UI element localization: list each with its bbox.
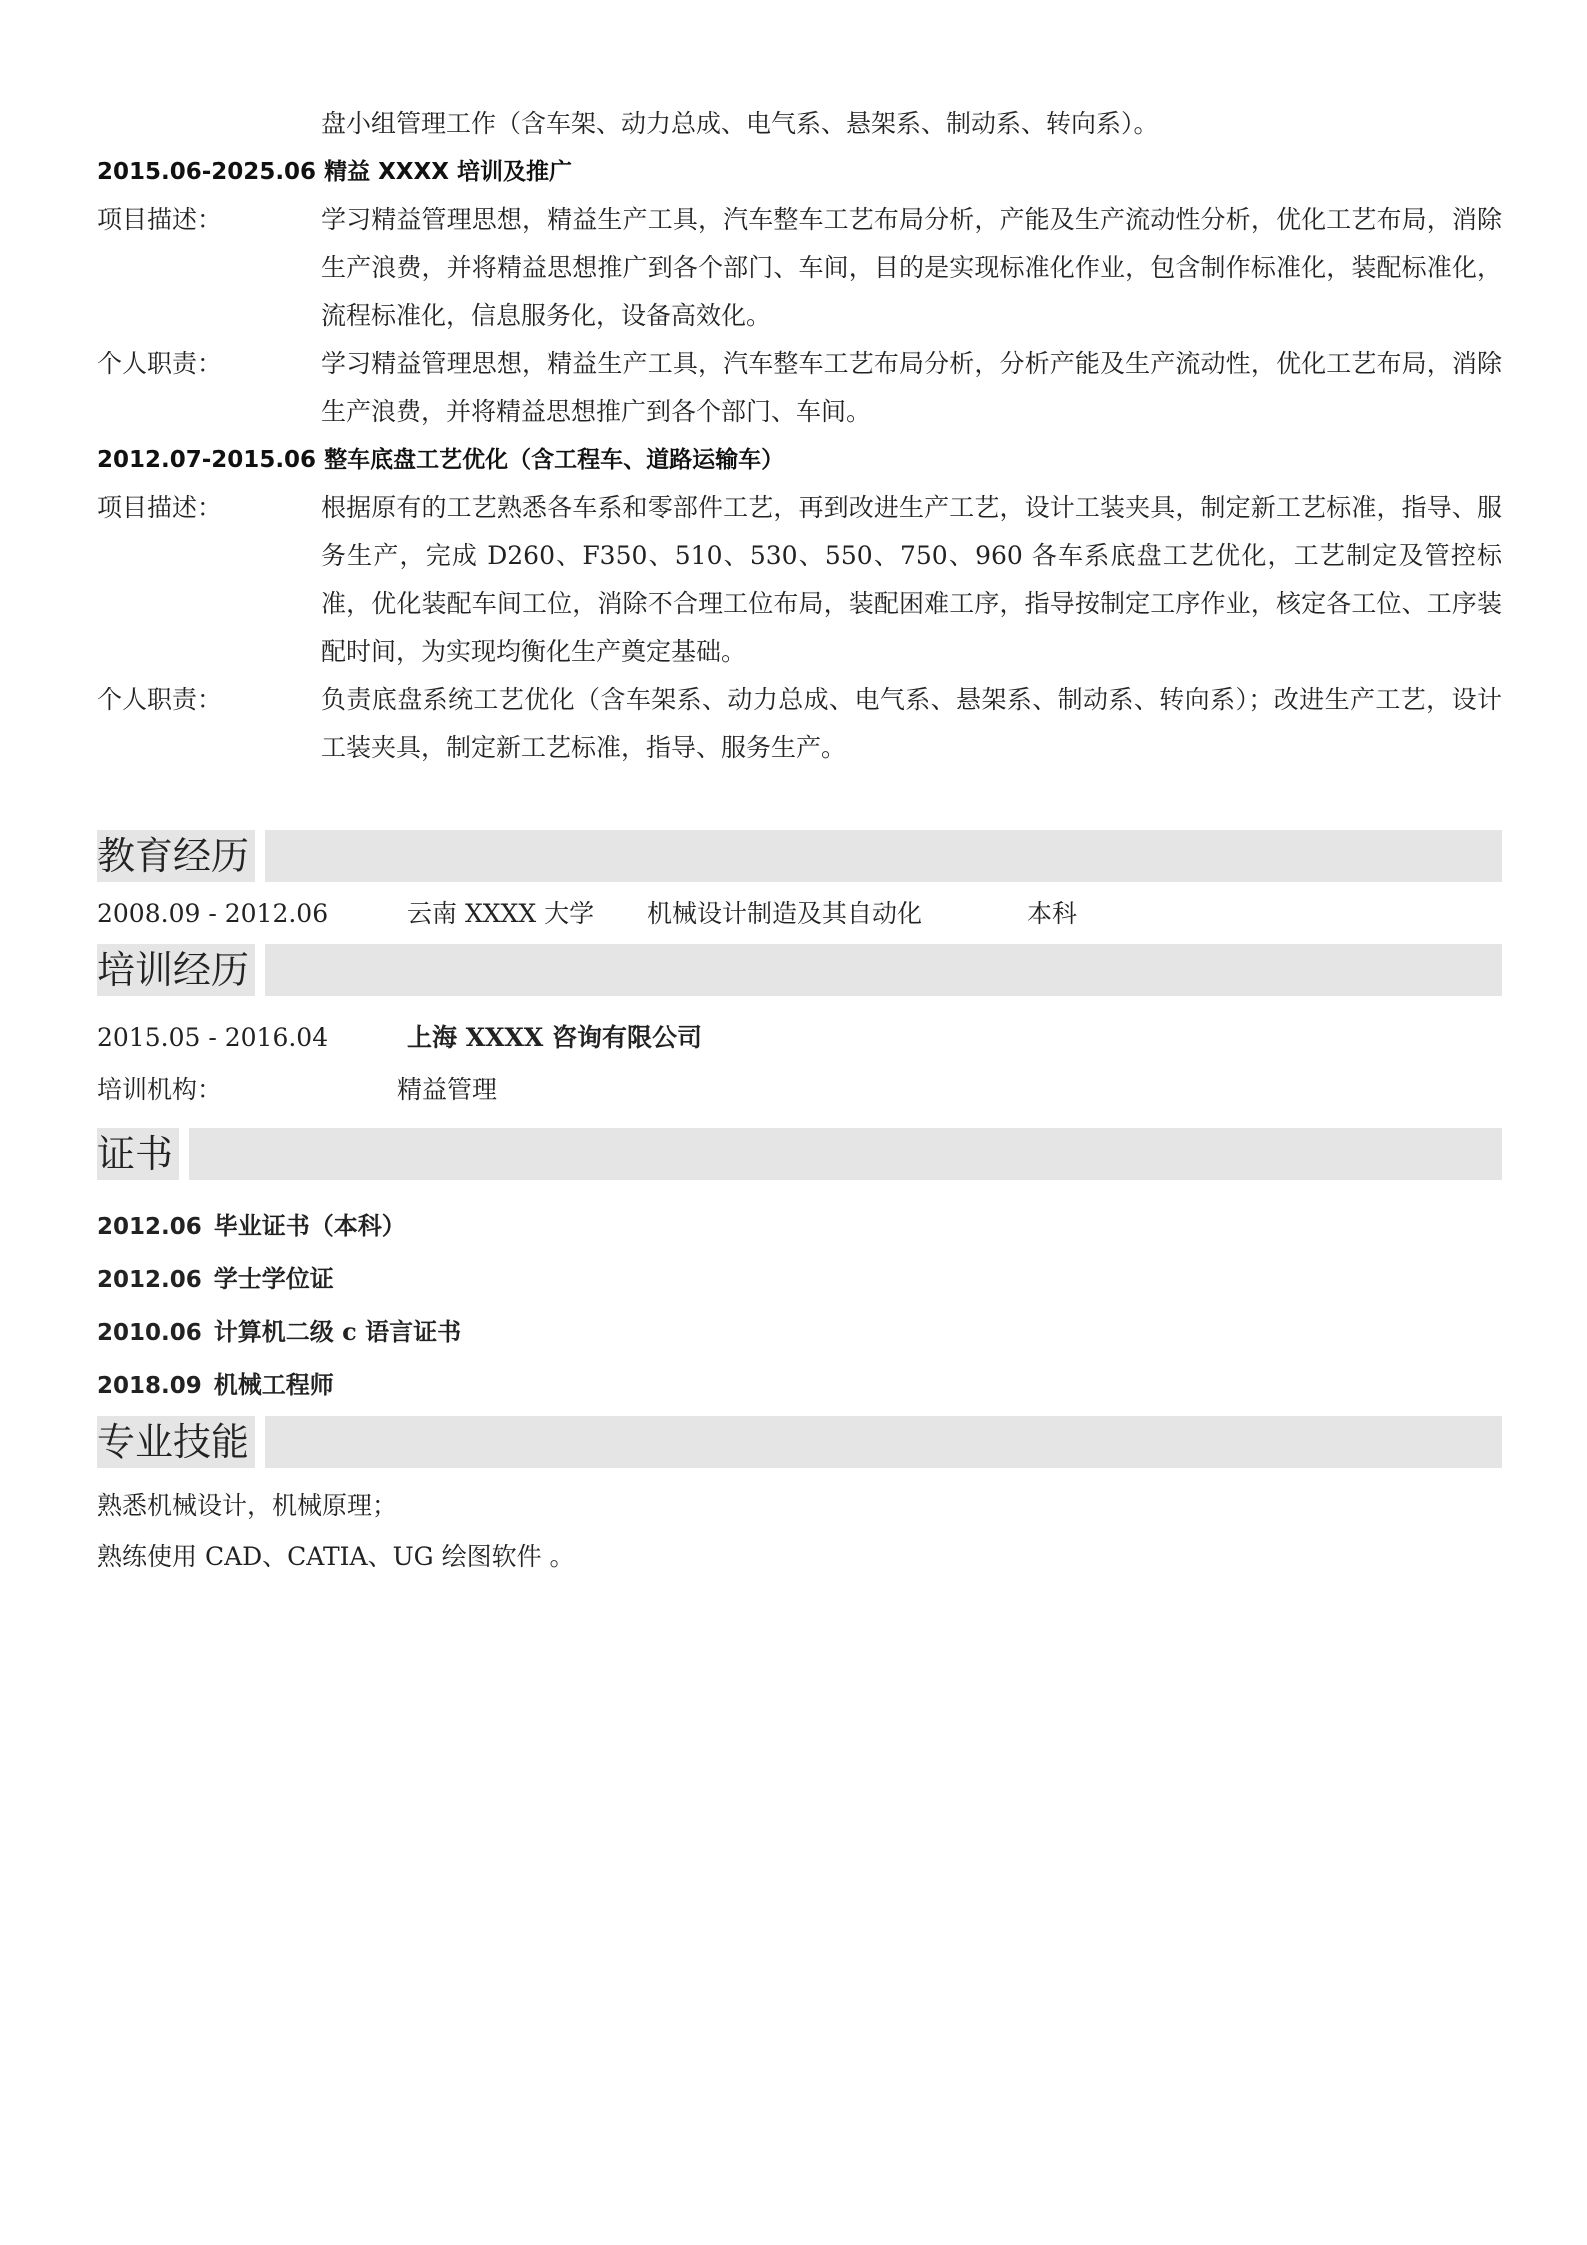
project-block (97, 436, 1502, 772)
training-course: 精益管理 (397, 1075, 498, 1104)
certificate-name: 毕业证书（本科） (213, 1211, 406, 1240)
project-duty-text: 学习精益管理思想，精益生产工具，汽车整车工艺布局分析，分析产能及生产流动性，优化工艺布局，消除生产浪费，并将精益思想推广到各个部门、车间。 (321, 349, 1502, 426)
project-duty-row (97, 676, 1502, 772)
certificates-heading: 证书 (97, 1128, 179, 1180)
certificate-item (97, 1253, 1502, 1306)
education-school: 云南 XXXX 大学 (407, 899, 595, 928)
training-entry (97, 1014, 1502, 1062)
project-duty-text: 负责底盘系统工艺优化（含车架系、动力总成、电气系、悬架系、制动系、转向系）；改进生产工艺，设计工装夹具，制定新工艺标准，指导、服务生产。 (321, 685, 1502, 762)
certificates-section-header (97, 1128, 1502, 1180)
project-intro-tail: 盘小组管理工作（含车架、动力总成、电气系、悬架系、制动系、转向系）。 (321, 109, 1159, 138)
project-duty-label: 个人职责： (97, 685, 223, 714)
training-label: 培训机构： (97, 1075, 223, 1104)
project-description-label: 项目描述： (97, 205, 223, 234)
certificate-date: 2012.06 (97, 1214, 202, 1240)
skills-section-header (97, 1416, 1502, 1468)
skill-item: 熟练使用 CAD、CATIA、UG 绘图软件 。 (97, 1542, 575, 1571)
training-heading: 培训经历 (97, 944, 255, 996)
skills-heading: 专业技能 (97, 1416, 255, 1468)
project-description-text: 根据原有的工艺熟悉各车系和零部件工艺，再到改进生产工艺，设计工装夹具，制定新工艺标准，指导、服务生产，完成 D260、F350、510、530、550、750、960 各车系底盘工艺优化，工艺制定及管控标准，优化装配车间工位，消除不合理工位布局，装配困难工序，指导按制定工序作业，核定各工位、工序装配时间，为实现均衡化生产奠定基础。 (321, 493, 1502, 666)
project-description-label: 项目描述： (97, 493, 223, 522)
education-entry (97, 890, 1502, 938)
education-degree: 本科 (1027, 899, 1078, 928)
education-major: 机械设计制造及其自动化 (647, 899, 923, 928)
certificate-date: 2010.06 (97, 1320, 202, 1346)
certificate-name: 机械工程师 (213, 1370, 334, 1399)
project-title: 2012.07-2015.06 整车底盘工艺优化（含工程车、道路运输车） (97, 447, 785, 473)
project-description-row (97, 196, 1502, 340)
training-period: 2015.05 - 2016.04 (97, 1023, 329, 1052)
project-block (97, 148, 1502, 436)
project-duty-label: 个人职责： (97, 349, 223, 378)
training-section-header (97, 944, 1502, 996)
project-description-row (97, 484, 1502, 676)
training-detail (97, 1066, 1502, 1114)
project-title: 2015.06-2025.06 精益 XXXX 培训及推广 (97, 159, 573, 185)
project-description-text: 学习精益管理思想，精益生产工具，汽车整车工艺布局分析，产能及生产流动性分析，优化工艺布局，消除生产浪费，并将精益思想推广到各个部门、车间，目的是实现标准化作业，包含制作标准化，装配标准化，流程标准化，信息服务化，设备高效化。 (321, 205, 1502, 330)
skills-list (97, 1480, 1502, 1582)
training-org: 上海 XXXX 咨询有限公司 (407, 1023, 702, 1052)
education-period: 2008.09 - 2012.06 (97, 899, 329, 928)
certificate-name: 计算机二级 c 语言证书 (213, 1317, 462, 1346)
certificate-item (97, 1359, 1502, 1412)
certificate-item (97, 1306, 1502, 1359)
certificates-list (97, 1200, 1502, 1412)
certificate-item (97, 1200, 1502, 1253)
certificate-name: 学士学位证 (213, 1264, 334, 1293)
resume-page (97, 100, 1502, 1582)
education-heading: 教育经历 (97, 830, 255, 882)
education-section-header (97, 830, 1502, 882)
skill-item: 熟悉机械设计，机械原理； (97, 1491, 398, 1520)
certificate-date: 2018.09 (97, 1373, 202, 1399)
certificate-date: 2012.06 (97, 1267, 202, 1293)
project-duty-row (97, 340, 1502, 436)
